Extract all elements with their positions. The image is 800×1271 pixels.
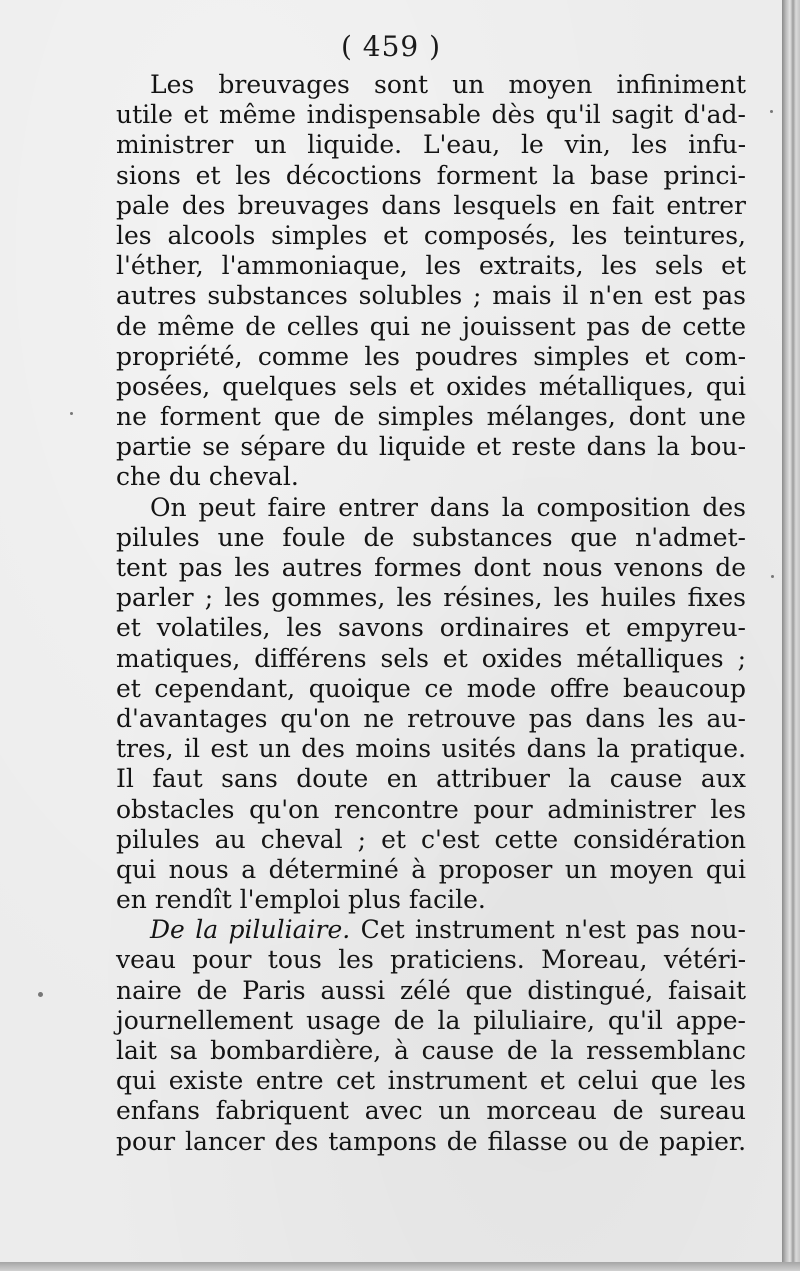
ink-speck xyxy=(38,992,43,997)
text-line xyxy=(116,100,746,130)
text-line-content: Les breuvages sont un moyen infiniment xyxy=(150,70,746,99)
text-line-content: d'avantages qu'on ne retrouve pas dans les au- xyxy=(116,703,746,733)
text-line xyxy=(116,251,746,281)
text-line-content: sions et les décoctions forment la base princi- xyxy=(116,160,746,190)
text-line xyxy=(116,553,746,583)
text-line-content: journellement usage de la piluliaire, qu'il appe- xyxy=(116,1005,746,1035)
text-line-content: tent pas les autres formes dont nous venons de xyxy=(116,553,747,582)
text-line-content: pilules au cheval ; et c'est cette considération xyxy=(116,824,747,854)
text-line-content: pilules une foule de substances que n'admet- xyxy=(116,522,747,552)
text-line-content: pale des breuvages dans lesquels en fait entrer xyxy=(116,190,746,220)
text-line-content: naire de Paris aussi zélé que distingué, faisait xyxy=(116,975,746,1005)
text-line-content: matiques, différens sels et oxides métalliques ; xyxy=(116,643,747,673)
text-line xyxy=(116,674,746,704)
text-line-content: autres substances solubles ; mais il n'en est pas xyxy=(116,281,747,311)
text-line-content: en rendît l'emploi plus facile. xyxy=(116,885,486,915)
text-line xyxy=(116,161,746,191)
text-line-content: ne forment que de simples mélanges, dont une xyxy=(116,402,746,432)
text-line xyxy=(116,221,746,251)
text-line xyxy=(116,402,746,432)
text-line-content: Cet instrument n'est pas nou- xyxy=(350,915,746,945)
text-line xyxy=(116,855,746,885)
text-line xyxy=(116,523,746,553)
text-line xyxy=(116,342,746,372)
text-line-content: enfans fabriquent avec un morceau de sureau xyxy=(116,1096,746,1126)
ink-speck xyxy=(70,412,73,415)
text-line xyxy=(116,795,746,825)
text-line xyxy=(116,1096,746,1126)
text-line xyxy=(116,976,746,1006)
ink-speck xyxy=(771,575,774,578)
text-line-content: l'éther, l'ammoniaque, les extraits, les sels et xyxy=(116,251,747,281)
text-line xyxy=(116,704,746,734)
body-text xyxy=(116,70,746,1157)
text-line-content: ministrer un liquide. L'eau, le vin, les infu- xyxy=(116,130,747,160)
page-number: ( 459 ) xyxy=(340,30,442,63)
text-line xyxy=(116,191,746,221)
text-line xyxy=(116,885,746,915)
text-line-content: posées, quelques sels et oxides métalliques, qui xyxy=(116,371,747,401)
text-line-content: lait sa bombardière, à cause de la ressemblanc xyxy=(116,1036,747,1065)
text-line-content: qui existe entre cet instrument et celui que les xyxy=(116,1066,746,1096)
text-line xyxy=(116,644,746,674)
text-line xyxy=(116,432,746,462)
text-line-content: les alcools simples et composés, les teintures, xyxy=(116,220,746,250)
text-line xyxy=(116,1066,746,1096)
text-line-content: qui nous a déterminé à proposer un moyen qui xyxy=(116,854,746,884)
text-line xyxy=(116,372,746,402)
text-line-content: et volatiles, les savons ordinaires et empyreu- xyxy=(116,613,747,643)
text-line-content: veau pour tous les praticiens. Moreau, vétéri- xyxy=(116,945,747,975)
text-line xyxy=(116,825,746,855)
section-heading-italic: De la piluliaire. xyxy=(150,915,351,945)
text-line xyxy=(116,613,746,643)
ink-speck xyxy=(770,110,773,113)
text-line-content: Il faut sans doute en attribuer la cause aux xyxy=(116,764,746,794)
text-line xyxy=(116,462,746,492)
page-edge-bottom xyxy=(0,1262,800,1271)
text-line xyxy=(116,70,746,100)
text-line xyxy=(116,493,746,523)
text-line-content: che du cheval. xyxy=(116,462,299,492)
text-line-content: obstacles qu'on rencontre pour administrer les xyxy=(116,794,747,824)
text-line-content: propriété, comme les poudres simples et com- xyxy=(116,341,747,371)
text-line xyxy=(116,764,746,794)
text-line-content: pour lancer des tampons de filasse ou de papier. xyxy=(116,1126,747,1156)
text-line-content: de même de celles qui ne jouissent pas de cette xyxy=(116,311,746,341)
text-line xyxy=(116,945,746,975)
page-edge-right xyxy=(782,0,800,1271)
text-line xyxy=(116,312,746,342)
text-line-content: On peut faire entrer dans la composition des xyxy=(150,492,746,522)
text-line xyxy=(116,1127,746,1157)
text-line xyxy=(116,1006,746,1036)
text-line xyxy=(116,1036,746,1066)
text-line-content: partie se sépare du liquide et reste dans la bou- xyxy=(116,432,747,462)
text-line xyxy=(116,734,746,764)
text-line-content: et cependant, quoique ce mode offre beaucoup xyxy=(116,673,746,703)
text-line-content: utile et même indispensable dès qu'il sagit d'ad- xyxy=(116,100,746,130)
text-line xyxy=(116,130,746,160)
text-line xyxy=(116,583,746,613)
text-line xyxy=(116,281,746,311)
text-line-content: parler ; les gommes, les résines, les huiles fixes xyxy=(116,583,746,613)
text-line xyxy=(116,915,746,945)
text-line-content: tres, il est un des moins usités dans la pratique. xyxy=(116,734,747,764)
